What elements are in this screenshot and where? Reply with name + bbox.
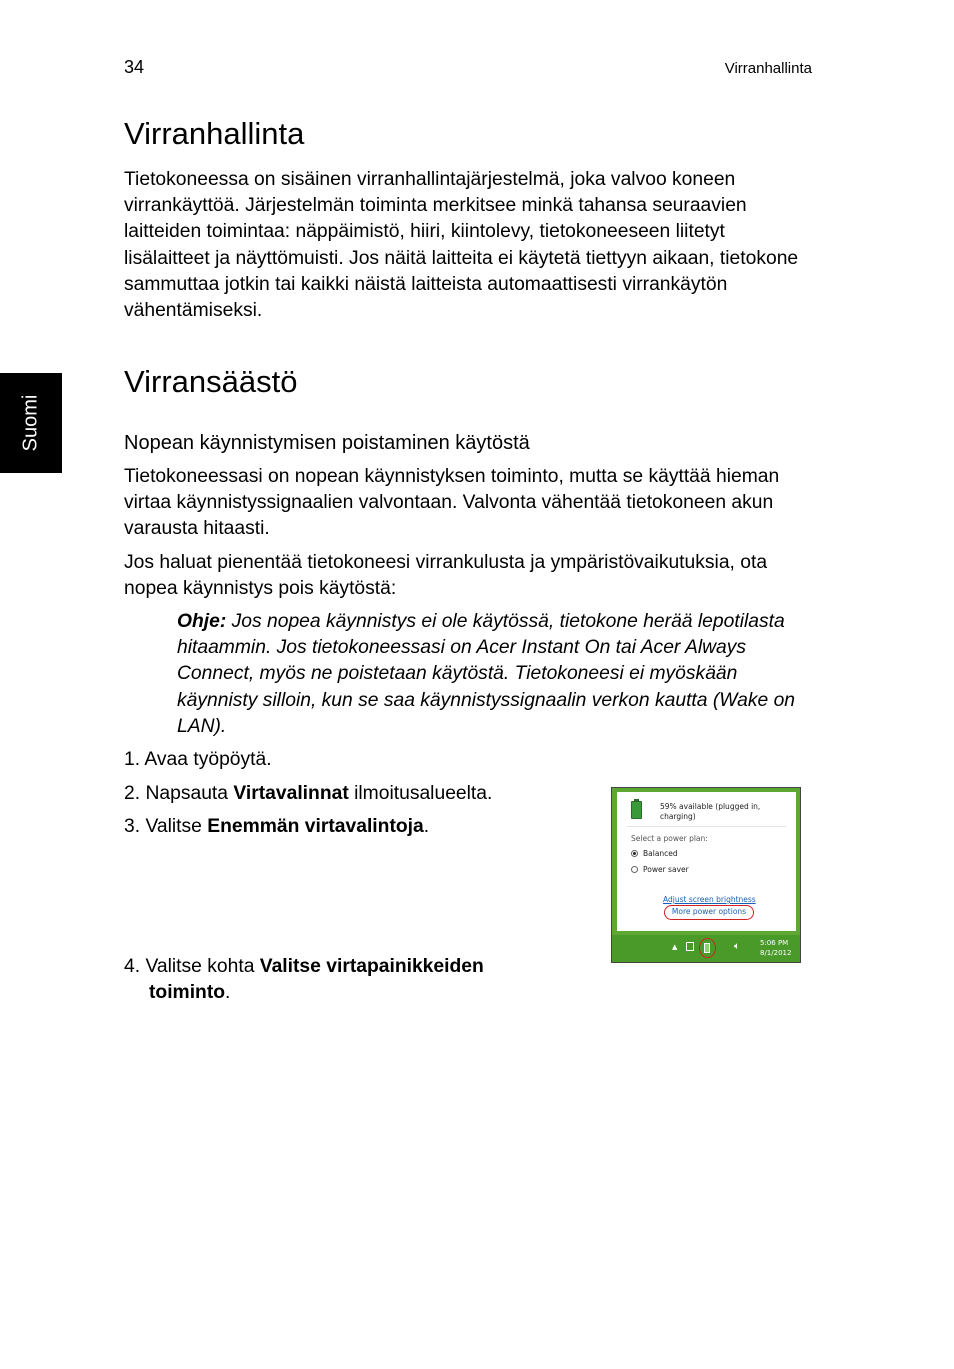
radio-power-saver[interactable] [631, 866, 638, 873]
section-heading-virransaasto: Virransäästö [124, 364, 298, 399]
power-flyout [617, 792, 796, 931]
intro-paragraph: Tietokoneessa on sisäinen virranhallintajärjestelmä, joka valvoo koneen virrankäyttöä. Järjestelmän toiminta merkitsee minkä tahansa seuraavien laitteiden toimintaa: näppäimistö, hiiri, kiintolevy, tietokoneeseen liitetyt lisälaitteet ja näyttömuisti. Jos näitä laitteita ei käytetä tiettyyn aikaan, tietokone sammuttaa jotkin tai kaikki näistä laitteista automaattisesti virrankäytön vähentämiseksi. [124, 169, 799, 322]
step-3 [124, 814, 429, 840]
step-number: 1. [124, 749, 141, 770]
more-power-options-link[interactable]: More power options [664, 905, 754, 920]
battery-status: 59% available (plugged in, charging) [660, 802, 761, 821]
step-text: Valitse kohta Valitse virtapainikkeiden [145, 956, 484, 977]
step-text-continued: toiminto. [149, 982, 231, 1004]
plan-balanced-label: Balanced [643, 849, 678, 858]
step-1 [124, 747, 272, 773]
step-number: 4. [124, 956, 141, 977]
note-label: Ohje: [177, 611, 227, 632]
volume-icon[interactable]: 🔈︎ [734, 941, 740, 952]
note-text: Jos nopea käynnistys ei ole käytössä, tietokone herää lepotilasta hitaammin. Jos tietokoneessasi on Acer Instant On tai Acer Always Connect, myös ne poistetaan käytöstä. Tietokoneesi ei myöskään käynnisty silloin, kun se saa käynnistyssignaalin verkon kautta (Wake on LAN). [177, 611, 796, 737]
divider [627, 826, 786, 827]
subsection-heading: Nopean käynnistymisen poistaminen käytöstä [124, 432, 530, 454]
action-center-flag-icon[interactable] [686, 942, 694, 951]
page-number: 34 [124, 57, 145, 77]
taskbar [612, 935, 800, 962]
paragraph-reduce-consumption: Jos haluat pienentää tietokoneesi virrankulusta ja ympäristövaikutuksia, ota nopea käynnistys pois käytöstä: [124, 552, 768, 600]
power-battery-icon[interactable] [704, 943, 710, 953]
power-options-screenshot [611, 787, 801, 963]
side-tab-label: Suomi [19, 394, 42, 452]
language-side-tab [0, 373, 62, 473]
adjust-brightness-link[interactable]: Adjust screen brightness [663, 895, 756, 904]
step-2 [124, 781, 492, 807]
note-block [177, 609, 817, 740]
clock[interactable]: 5:06 PM 8/1/2012 [760, 939, 792, 957]
step-text: Napsauta Virtavalinnat ilmoitusalueelta. [145, 783, 493, 804]
section-heading-virranhallinta: Virranhallinta [124, 116, 305, 151]
step-text: Avaa työpöytä. [144, 749, 272, 770]
plan-power-saver-label: Power saver [643, 865, 689, 874]
power-plan-label: Select a power plan: [631, 834, 708, 843]
battery-icon [631, 801, 642, 819]
radio-balanced[interactable] [631, 850, 638, 857]
step-4 [124, 954, 544, 1006]
running-header: Virranhallinta [724, 60, 812, 77]
paragraph-fast-startup: Tietokoneessasi on nopean käynnistyksen toiminto, mutta se käyttää hieman virtaa käynnistyssignaalien valvontaan. Valvonta vähentää tietokoneen akun varausta hitaasti. [124, 466, 780, 540]
step-number: 3. [124, 816, 141, 837]
step-number: 2. [124, 783, 141, 804]
chevron-up-icon[interactable]: ▲ [672, 943, 678, 951]
step-text: Valitse Enemmän virtavalintoja. [145, 816, 430, 837]
